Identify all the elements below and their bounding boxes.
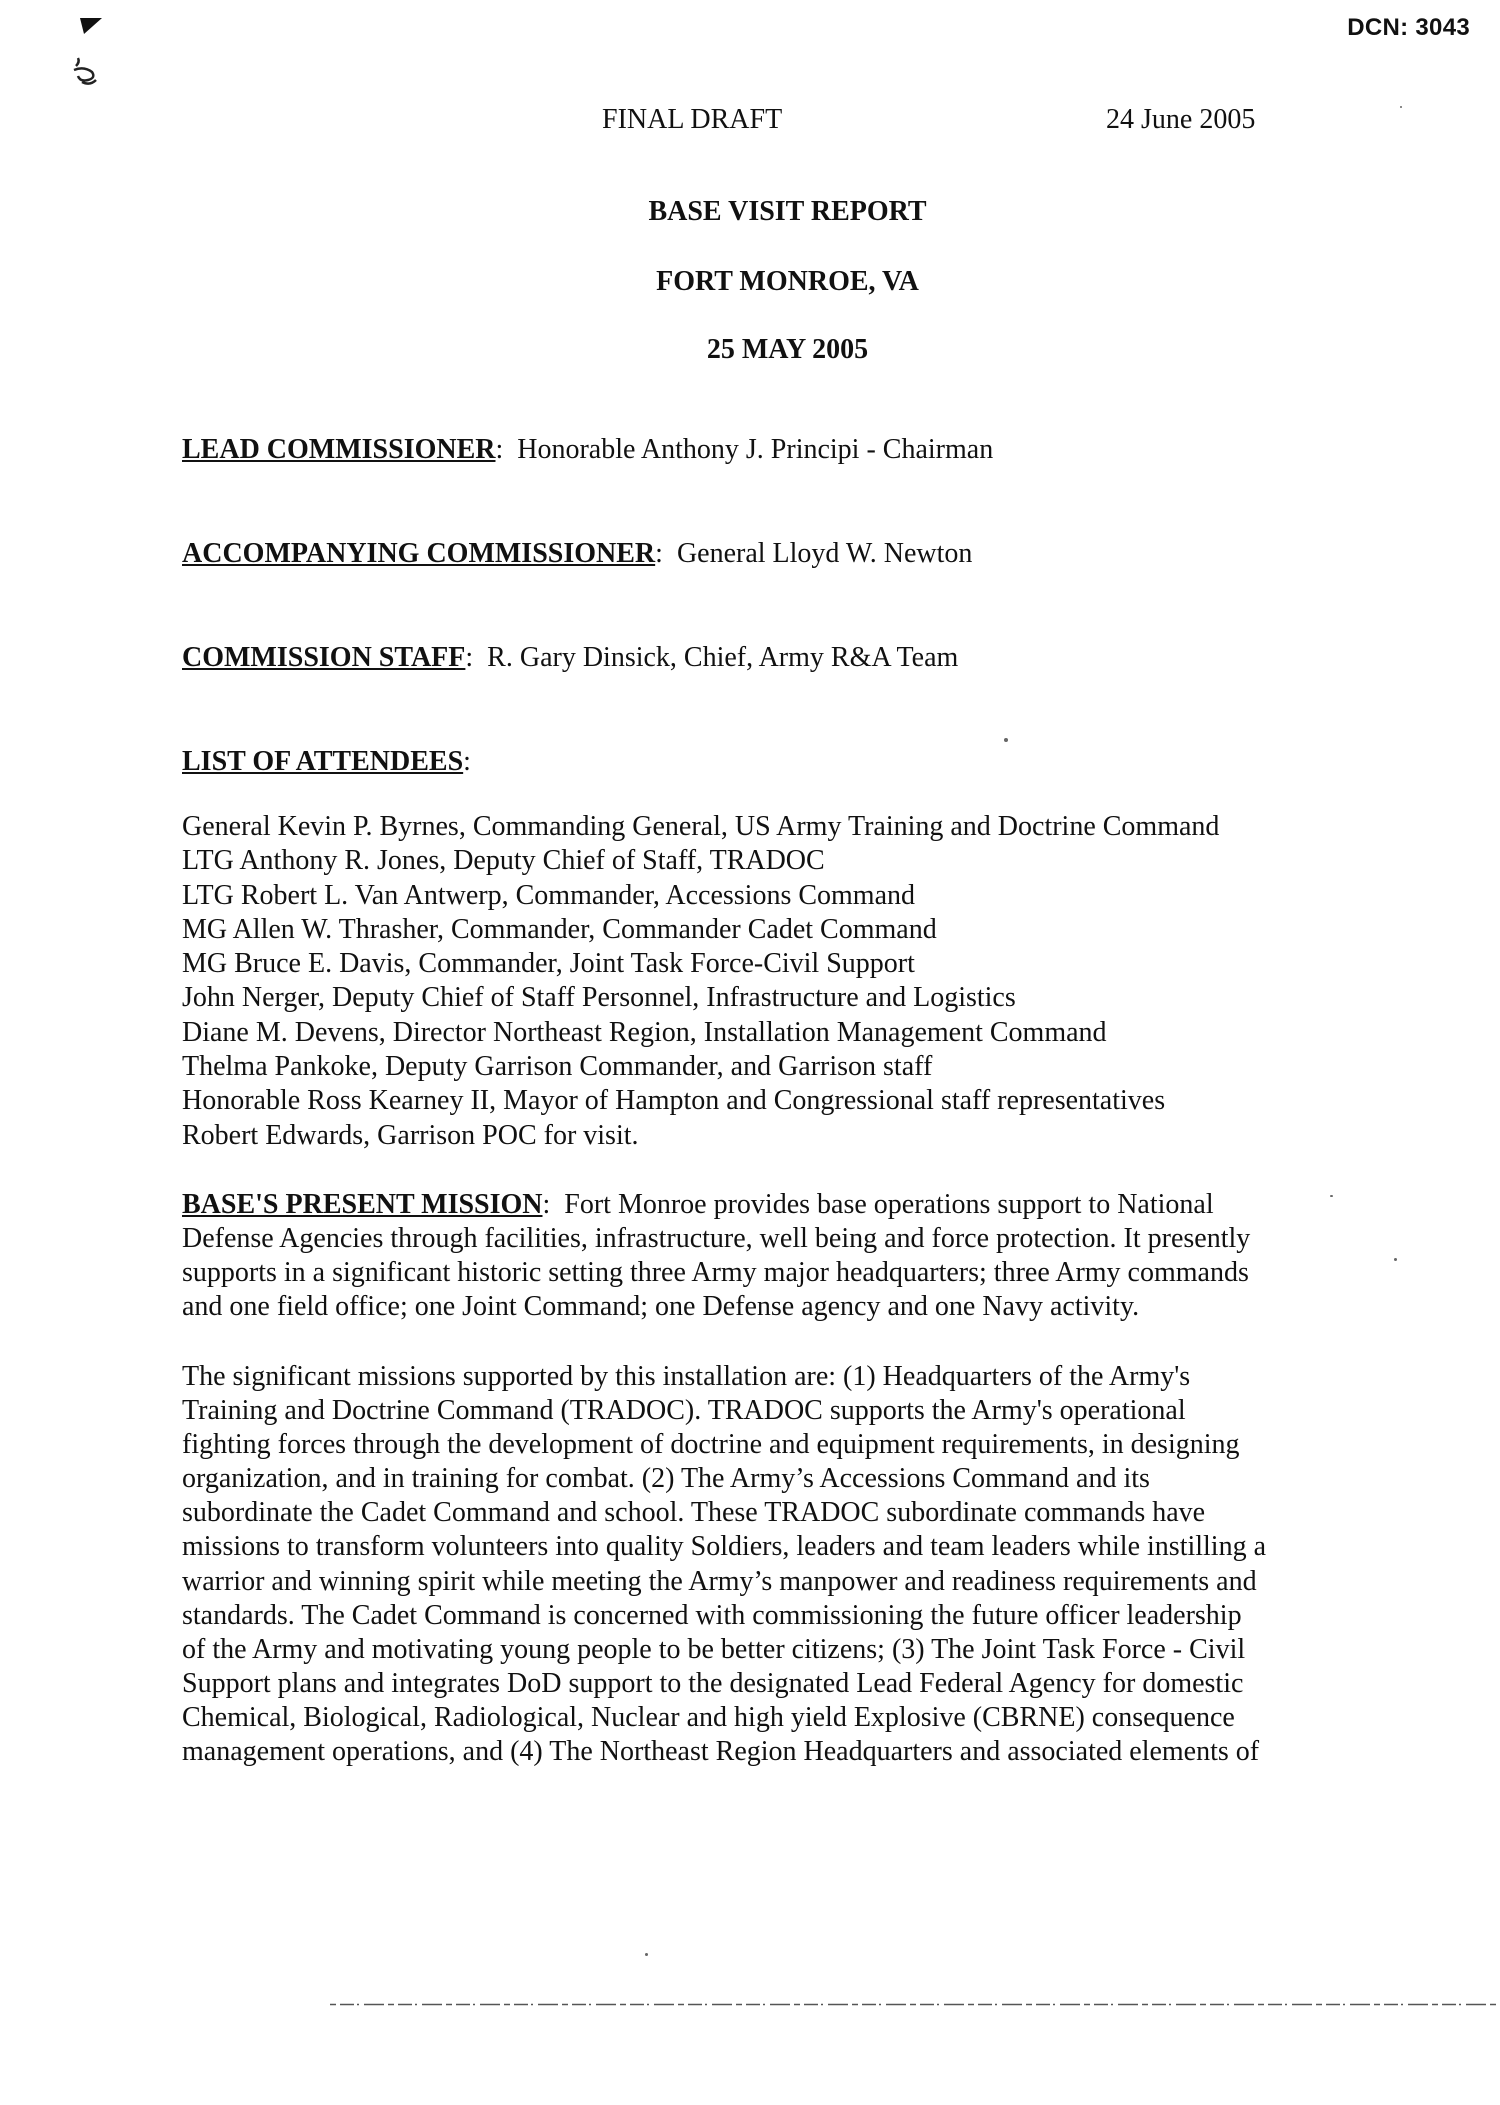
scan-speckle xyxy=(1004,738,1008,742)
paragraph-line: Support plans and integrates DoD support to the designated Lead Federal Agency for domestic xyxy=(182,1667,1244,1699)
lead-commissioner-value: Honorable Anthony J. Principi - Chairman xyxy=(517,434,994,465)
mission-text: Fort Monroe provides base operations support to National xyxy=(564,1189,1214,1220)
scan-speckle xyxy=(1330,1195,1333,1197)
attendee-item: MG Bruce E. Davis, Commander, Joint Task Force-Civil Support xyxy=(182,948,915,980)
accompanying-commissioner xyxy=(182,538,972,570)
list-of-attendees-heading xyxy=(182,746,471,778)
scan-artifact-line xyxy=(330,2003,1500,2006)
paragraph-line: Chemical, Biological, Radiological, Nuclear and high yield Explosive (CBRNE) consequence xyxy=(182,1701,1235,1733)
dcn-label: DCN: 3043 xyxy=(1347,14,1470,41)
paragraph-line: of the Army and motivating young people to be better citizens; (3) The Joint Task Force - Civil xyxy=(182,1633,1246,1665)
draft-date: 24 June 2005 xyxy=(1106,104,1256,135)
attendee-item: General Kevin P. Byrnes, Commanding General, US Army Training and Doctrine Command xyxy=(182,811,1220,842)
paragraph-line: standards. The Cadet Command is concerned with commissioning the future officer leadership xyxy=(182,1599,1242,1631)
list-of-attendees-label: LIST OF ATTENDEES xyxy=(182,746,464,777)
attendee-item: Honorable Ross Kearney II, Mayor of Hampton and Congressional staff representatives xyxy=(182,1085,1166,1117)
paragraph-line: Training and Doctrine Command (TRADOC). TRADOC supports the Army's operational xyxy=(182,1395,1186,1427)
accompanying-commissioner-value: General Lloyd W. Newton xyxy=(676,538,973,569)
draft-status: FINAL DRAFT xyxy=(602,104,783,135)
handwritten-mark-icon xyxy=(68,52,108,92)
attendee-item: Thelma Pankoke, Deputy Garrison Commander, and Garrison staff xyxy=(182,1051,933,1083)
scan-speckle xyxy=(645,1953,648,1956)
paragraph-line: organization, and in training for combat. (2) The Army’s Accessions Command and its xyxy=(182,1463,1150,1495)
paragraph-line: Defense Agencies through facilities, infrastructure, well being and force protection. It presently xyxy=(182,1223,1251,1255)
paragraph-line: warrior and winning spirit while meeting the Army’s manpower and readiness requirements and xyxy=(182,1565,1257,1597)
commission-staff-value: R. Gary Dinsick, Chief, Army R&A Team xyxy=(487,642,959,673)
paragraph-line: The significant missions supported by this installation are: (1) Headquarters of the Army's xyxy=(182,1361,1191,1392)
attendee-item: LTG Robert L. Van Antwerp, Commander, Accessions Command xyxy=(182,879,916,911)
attendee-item: Diane M. Devens, Director Northeast Region, Installation Management Command xyxy=(182,1016,1107,1048)
accompanying-commissioner-label: ACCOMPANYING COMMISSIONER xyxy=(182,538,656,569)
lead-commissioner xyxy=(182,434,993,466)
report-date: 25 MAY 2005 xyxy=(706,334,869,365)
attendee-item: Robert Edwards, Garrison POC for visit. xyxy=(182,1119,639,1151)
paragraph-line: subordinate the Cadet Command and school. These TRADOC subordinate commands have xyxy=(182,1497,1206,1529)
attendee-list xyxy=(182,810,1219,1153)
commission-staff-label: COMMISSION STAFF xyxy=(182,642,466,673)
report-title: BASE VISIT REPORT xyxy=(648,196,927,227)
paragraph-line: fighting forces through the development of doctrine and equipment requirements, in designing xyxy=(182,1429,1240,1461)
scan-speckle xyxy=(1400,106,1402,108)
paragraph-line: supports in a significant historic setting three Army major headquarters; three Army commands xyxy=(182,1257,1249,1289)
colon: : xyxy=(465,642,488,673)
report-location: FORT MONROE, VA xyxy=(656,266,919,297)
commission-staff xyxy=(182,642,958,674)
corner-mark-icon xyxy=(78,16,104,36)
colon: : xyxy=(655,538,677,569)
lead-commissioner-label: LEAD COMMISSIONER xyxy=(182,434,496,465)
present-mission-paragraph xyxy=(182,1188,1352,1324)
attendee-item: LTG Anthony R. Jones, Deputy Chief of Staff, TRADOC xyxy=(182,845,825,877)
scan-speckle xyxy=(1394,1258,1397,1261)
colon: : xyxy=(542,1189,565,1220)
colon: : xyxy=(463,746,471,777)
attendee-item: John Nerger, Deputy Chief of Staff Personnel, Infrastructure and Logistics xyxy=(182,982,1016,1014)
colon: : xyxy=(495,434,518,465)
paragraph-line xyxy=(182,1188,1352,1222)
paragraph-line: missions to transform volunteers into quality Soldiers, leaders and team leaders while instilling a xyxy=(182,1531,1267,1563)
paragraph-line: and one field office; one Joint Command; one Defense agency and one Navy activity. xyxy=(182,1291,1140,1323)
attendee-item: MG Allen W. Thrasher, Commander, Commander Cadet Command xyxy=(182,913,937,945)
present-mission-label: BASE'S PRESENT MISSION xyxy=(182,1189,543,1220)
significant-missions-paragraph xyxy=(182,1360,1352,1769)
paragraph-line: management operations, and (4) The Northeast Region Headquarters and associated elements of xyxy=(182,1736,1260,1768)
